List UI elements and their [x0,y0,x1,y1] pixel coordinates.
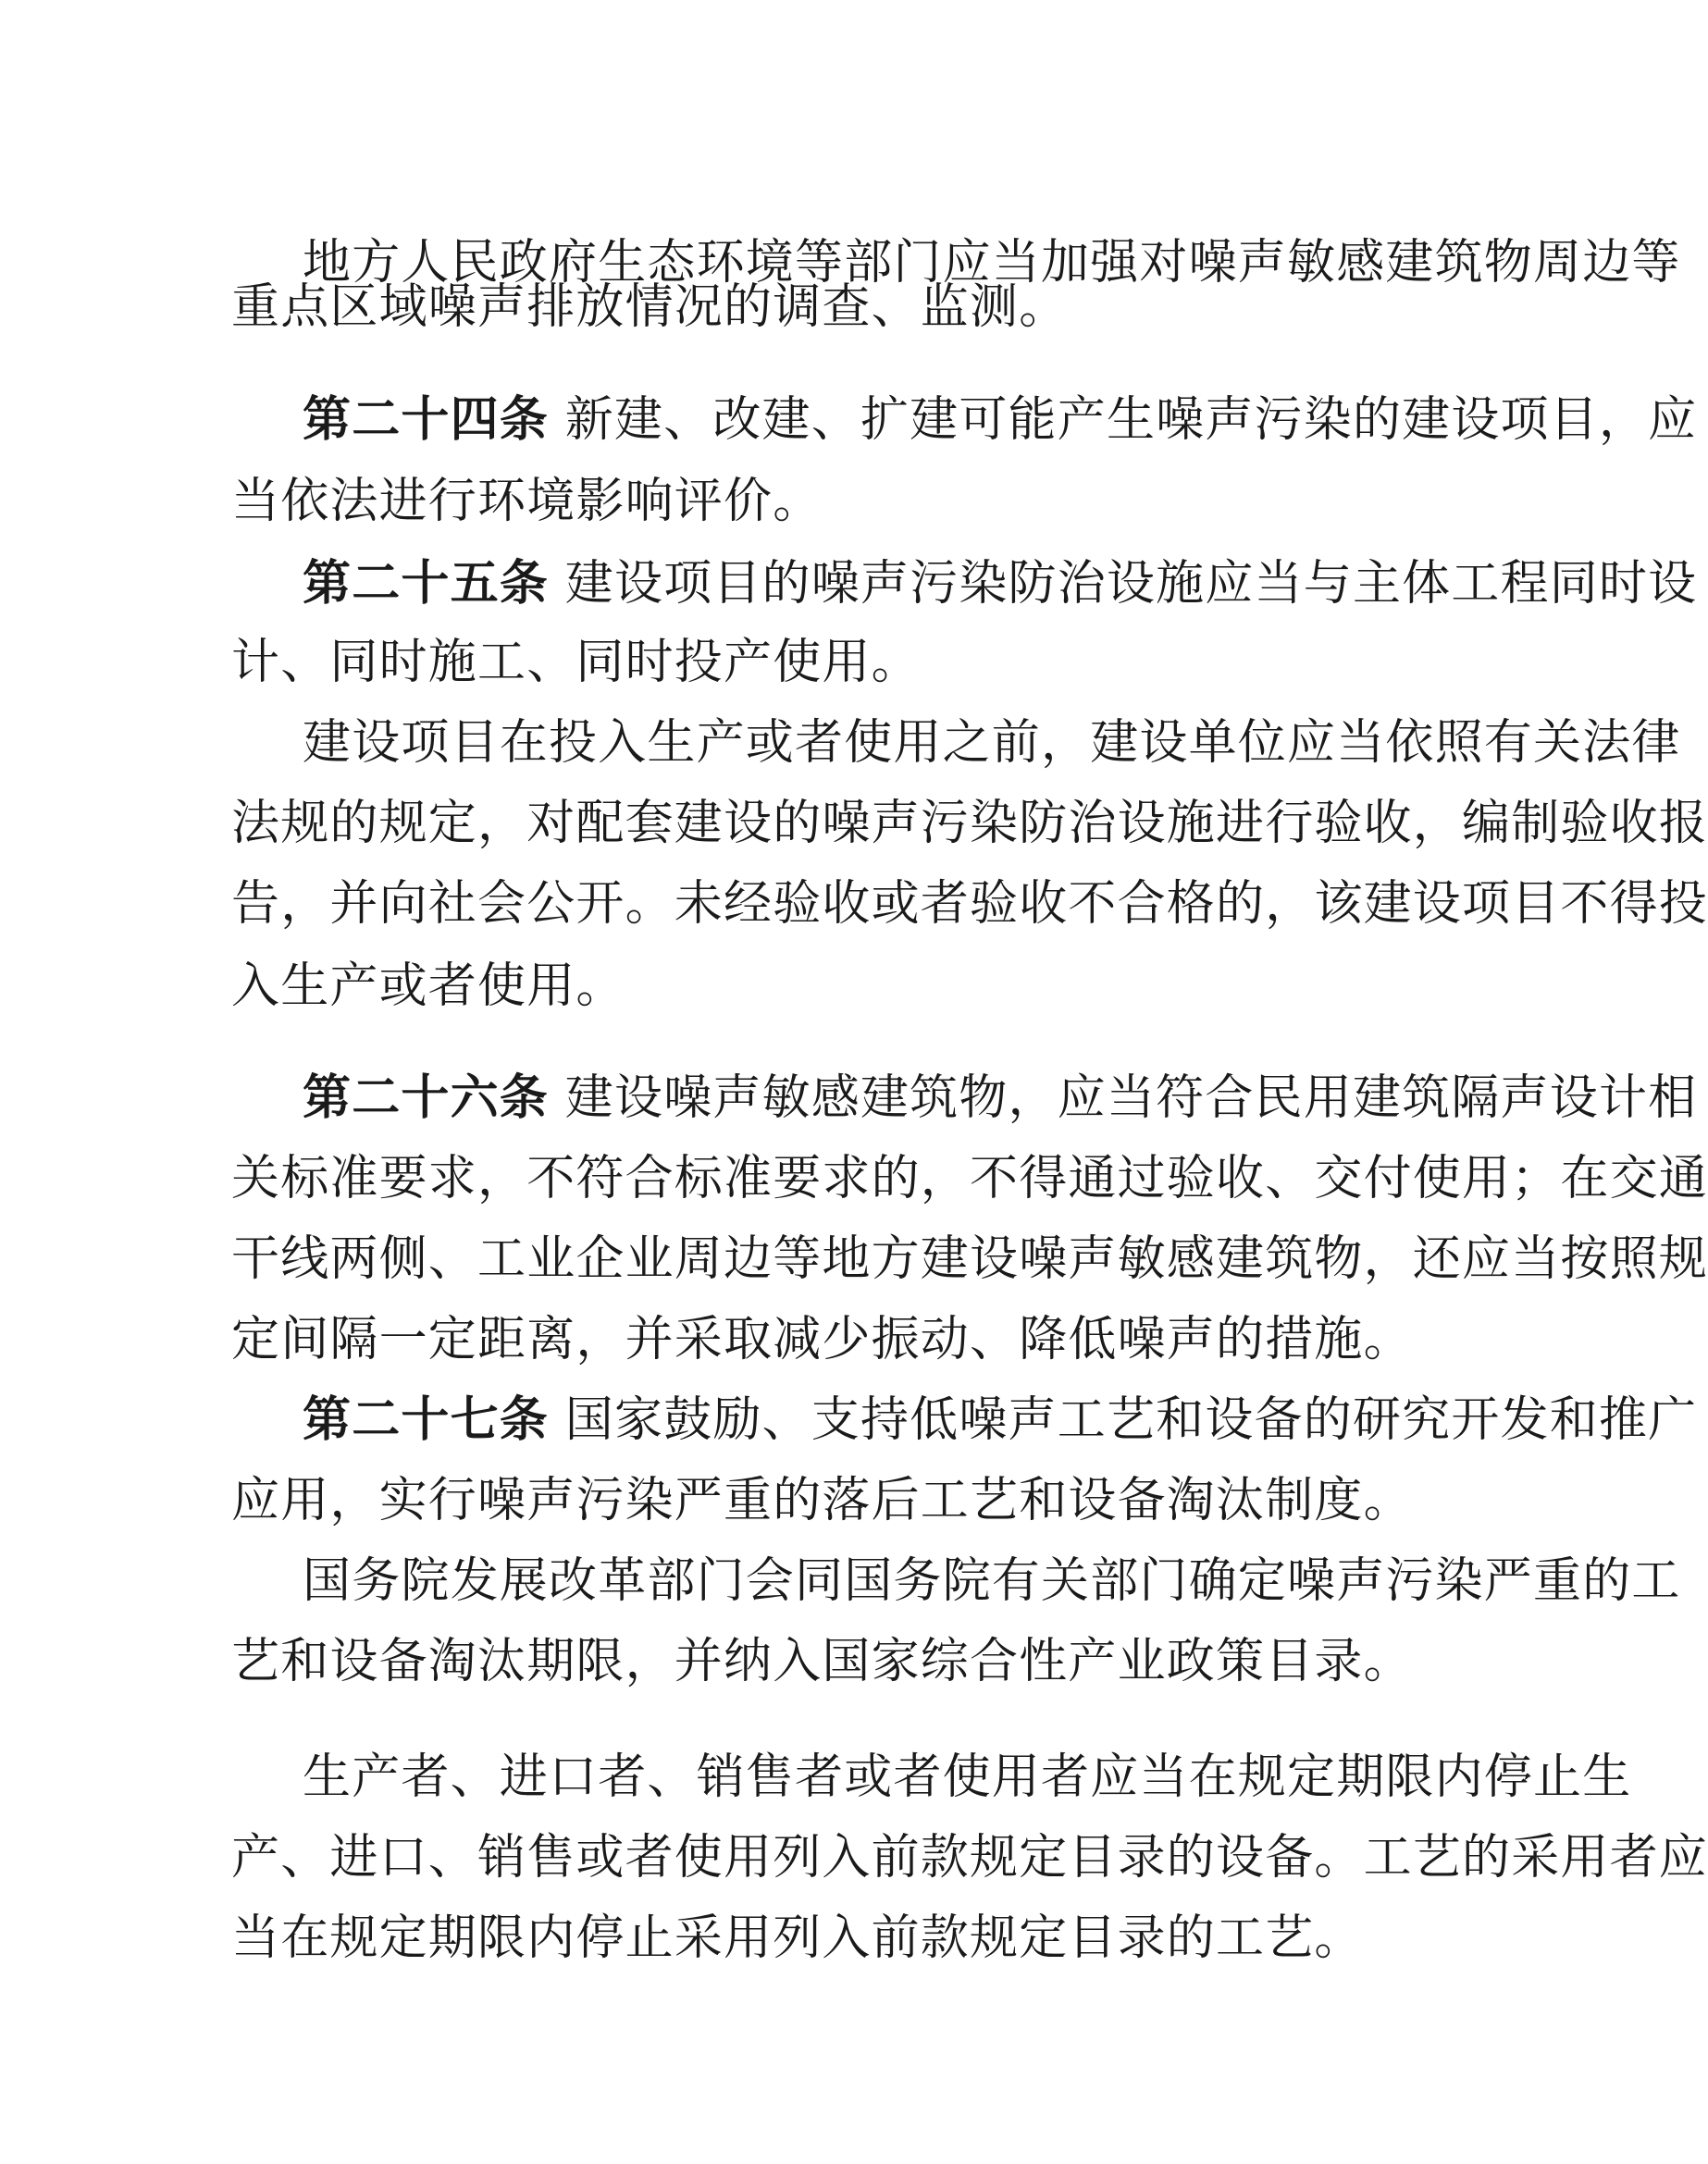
paragraph-1-line-1: 地方人民政府生态环境等部门应当加强对噪声敏感建筑物周边等 [303,235,1681,291]
article-26-line-1 [303,1069,1697,1128]
article-26-line-4: 定间隔一定距离，并采取减少振动、降低噪声的措施。 [231,1312,1413,1367]
article-27-heading: 第二十七条 [303,1392,550,1448]
paragraph-4-line-2: 法规的规定，对配套建设的噪声污染防治设施进行验收，编制验收报 [231,796,1708,851]
paragraph-4-line-4: 入生产或者使用。 [231,958,625,1014]
article-26-heading: 第二十六条 [303,1070,550,1126]
paragraph-7-line-2: 艺和设备淘汰期限，并纳入国家综合性产业政策目录。 [231,1634,1413,1689]
paragraph-8-line-1: 生产者、进口者、销售者或者使用者应当在规定期限内停止生 [303,1750,1632,1805]
article-26-line-2: 关标准要求，不符合标准要求的，不得通过验收、交付使用；在交通 [231,1151,1708,1206]
paragraph-7-line-1: 国务院发展改革部门会同国务院有关部门确定噪声污染严重的工 [303,1553,1681,1609]
paragraph-1-line-2: 重点区域噪声排放情况的调查、监测。 [231,279,1069,335]
article-27-line-2: 应用，实行噪声污染严重的落后工艺和设备淘汰制度。 [231,1473,1413,1528]
article-27-line-1 [303,1391,1697,1450]
article-24-heading: 第二十四条 [303,392,550,448]
article-25-line-1 [303,554,1697,613]
article-24-line-1 [303,390,1697,450]
article-24-text: 新建、改建、扩建可能产生噪声污染的建设项目，应 [564,392,1698,448]
paragraph-8-line-2: 产、进口、销售或者使用列入前款规定目录的设备。工艺的采用者应 [231,1830,1708,1886]
paragraph-8-line-3: 当在规定期限内停止采用列入前款规定目录的工艺。 [231,1911,1364,1966]
article-25-line-2: 计、同时施工、同时投产使用。 [231,635,921,690]
article-27-text: 国家鼓励、支持低噪声工艺和设备的研究开发和推广 [564,1392,1698,1448]
paragraph-4-line-1: 建设项目在投入生产或者使用之前，建设单位应当依照有关法律 [303,715,1681,771]
article-25-text: 建设项目的噪声污染防治设施应当与主体工程同时设 [564,556,1698,612]
article-26-text: 建设噪声敏感建筑物，应当符合民用建筑隔声设计相 [564,1070,1698,1126]
article-26-line-3: 干线两侧、工业企业周边等地方建设噪声敏感建筑物，还应当按照规 [231,1231,1708,1287]
article-24-line-2: 当依法进行环境影响评价。 [231,474,823,529]
paragraph-4-line-3: 告，并向社会公开。未经验收或者验收不合格的，该建设项目不得投 [231,876,1708,932]
article-25-heading: 第二十五条 [303,556,550,612]
